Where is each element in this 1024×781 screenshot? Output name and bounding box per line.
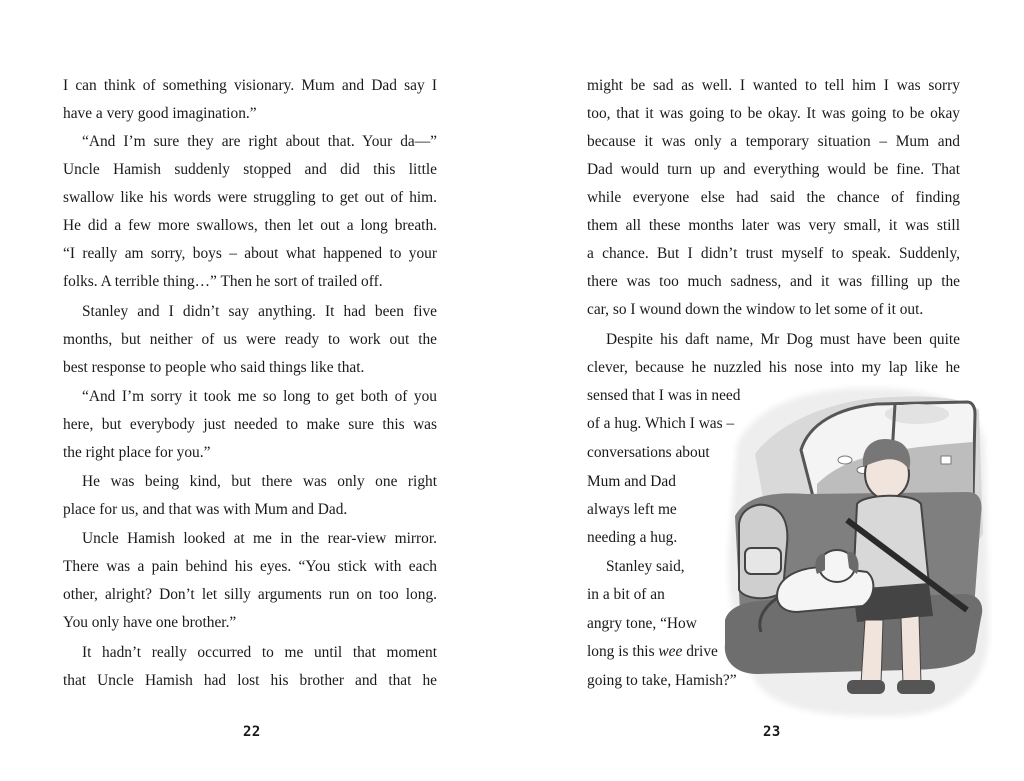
- text-line: because it was only a temporary situation – Mum and: [587, 133, 960, 150]
- text-line: folks. A terrible thing…” Then he sort of trailed off.: [63, 273, 383, 290]
- text-segment: drive: [686, 643, 718, 660]
- text-line: here, but everybody just needed to make sure this was: [63, 416, 437, 433]
- text-line: He did a few more swallows, then let out a long breath.: [63, 217, 437, 234]
- text-line: always left me: [587, 501, 677, 518]
- text-line: have a very good imagination.”: [63, 105, 257, 122]
- text-line: clever, because he nuzzled his nose into my lap like he: [587, 359, 960, 376]
- text-line: Stanley said,: [606, 558, 685, 575]
- text-line: sensed that I was in need: [587, 387, 741, 404]
- text-line: He was being kind, but there was only one right: [82, 473, 437, 490]
- boy-shoe: [847, 680, 885, 694]
- text-line: going to take, Hamish?”: [587, 672, 737, 689]
- page-number: 22: [243, 724, 261, 740]
- text-line: Stanley and I didn’t say anything. It had been five: [82, 303, 437, 320]
- text-line: I can think of something visionary. Mum and Dad say I: [63, 77, 437, 94]
- text-line: them all these months later was very small, it was still: [587, 217, 960, 234]
- text-line: It hadn’t really occurred to me until that moment: [82, 644, 437, 661]
- text-line: months, but neither of us were ready to work out the: [63, 331, 437, 348]
- text-line: There was a pain behind his eyes. “You stick with each: [63, 558, 437, 575]
- backpack-pocket: [745, 548, 781, 574]
- text-line: Uncle Hamish suddenly stopped and did this little: [63, 161, 437, 178]
- page-number: 23: [763, 724, 781, 740]
- sheep: [838, 456, 852, 464]
- text-line: a chance. But I didn’t trust myself to speak. Suddenly,: [587, 245, 960, 262]
- boy-leg: [861, 620, 883, 684]
- text-line: in a bit of an: [587, 586, 665, 603]
- text-line: “And I’m sure they are right about that. Your da—”: [82, 133, 437, 150]
- text-segment: long is this: [587, 643, 659, 660]
- text-line: Mum and Dad: [587, 473, 676, 490]
- boy-leg: [901, 616, 921, 684]
- text-line: place for us, and that was with Mum and Dad.: [63, 501, 348, 518]
- text-line: there was too much sadness, and it was filling up the: [587, 273, 960, 290]
- text-line: needing a hug.: [587, 529, 678, 546]
- text-line: the right place for you.”: [63, 444, 211, 461]
- text-line: swallow like his words were struggling to get out of him.: [63, 189, 437, 206]
- text-line: “And I’m sorry it took me so long to get both of you: [82, 388, 437, 405]
- car-illustration: [717, 384, 993, 720]
- text-line: [587, 642, 718, 662]
- boy-shoe: [897, 680, 935, 694]
- text-line: Despite his daft name, Mr Dog must have been quite: [606, 331, 960, 348]
- text-line: Uncle Hamish looked at me in the rear-view mirror.: [82, 530, 437, 547]
- text-line: Dad would turn up and everything would be fine. That: [587, 161, 960, 178]
- cottage: [941, 456, 951, 464]
- text-line: car, so I wound down the window to let some of it out.: [587, 301, 924, 318]
- text-line: that Uncle Hamish had lost his brother and that he: [63, 672, 437, 689]
- text-line: too, that it was going to be okay. It was going to be okay: [587, 105, 960, 122]
- text-line: other, alright? Don’t let silly arguments run on too long.: [63, 586, 437, 603]
- text-line: “I really am sorry, boys – about what happened to your: [63, 245, 437, 262]
- text-line: while everyone else had said the chance of finding: [587, 189, 960, 206]
- text-line: best response to people who said things like that.: [63, 359, 365, 376]
- text-line: might be sad as well. I wanted to tell him I was sorry: [587, 77, 960, 94]
- text-line: of a hug. Which I was –: [587, 415, 735, 432]
- text-line: angry tone, “How: [587, 615, 697, 632]
- text-line: conversations about: [587, 444, 710, 461]
- emphasis-word: wee: [658, 643, 683, 660]
- text-line: You only have one brother.”: [63, 614, 237, 631]
